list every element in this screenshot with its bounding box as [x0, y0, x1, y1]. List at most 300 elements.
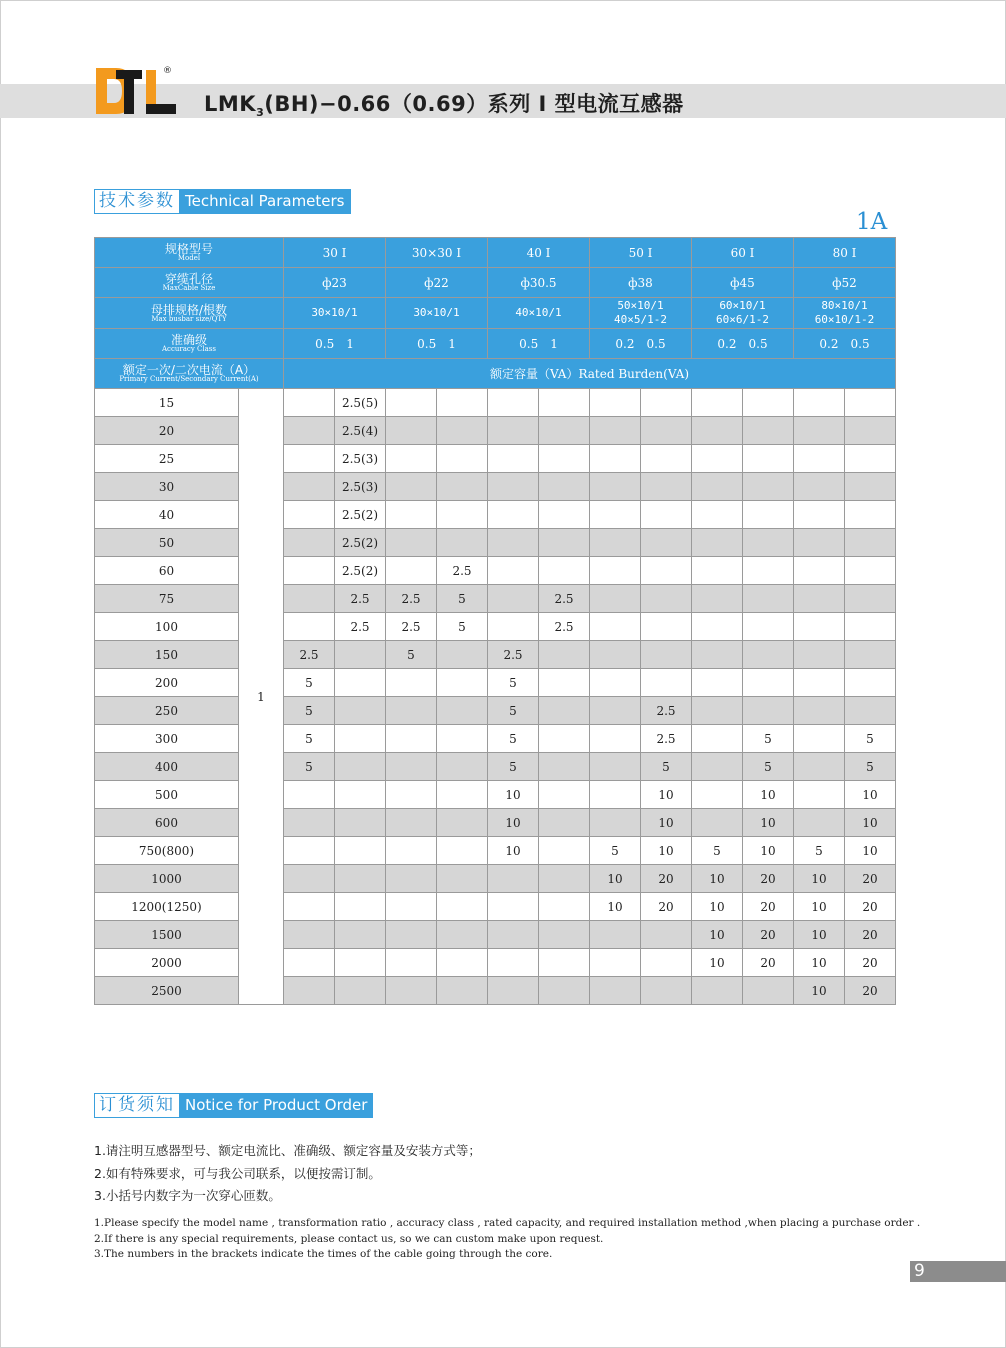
order-notice-heading-en: Notice for Product Order: [180, 1093, 373, 1118]
burden-cell: [845, 669, 896, 697]
table-row: [95, 893, 896, 921]
burden-cell: 5: [488, 697, 539, 725]
burden-cell: 10: [743, 837, 794, 865]
burden-cell: [692, 697, 743, 725]
burden-cell: 5: [845, 725, 896, 753]
burden-cell: 5: [386, 641, 437, 669]
table-row: [95, 809, 896, 837]
accuracy-cell: 0.5 1: [284, 329, 386, 359]
table-row: [95, 669, 896, 697]
burden-cell: [437, 529, 488, 557]
table-row: [95, 389, 896, 417]
burden-cell: [539, 557, 590, 585]
table-row: [95, 641, 896, 669]
burden-cell: [488, 585, 539, 613]
burden-cell: [437, 977, 488, 1005]
burden-cell: 10: [641, 781, 692, 809]
burden-cell: [335, 921, 386, 949]
burden-cell: [641, 977, 692, 1005]
burden-cell: 2.5: [437, 557, 488, 585]
table-row: [95, 445, 896, 473]
burden-cell: [437, 501, 488, 529]
order-notice-heading-cn: 订货须知: [94, 1093, 180, 1118]
burden-cell: [641, 557, 692, 585]
burden-cell: [488, 445, 539, 473]
burden-cell: [539, 781, 590, 809]
burden-cell: [845, 389, 896, 417]
burden-cell: 20: [845, 949, 896, 977]
primary-current-cell: 600: [95, 809, 239, 837]
table-row: [95, 417, 896, 445]
burden-cell: [386, 725, 437, 753]
burden-cell: 10: [794, 949, 845, 977]
burden-cell: [590, 613, 641, 641]
primary-current-cell: 750(800): [95, 837, 239, 865]
burden-cell: [437, 949, 488, 977]
burden-cell: [335, 949, 386, 977]
burden-cell: [845, 445, 896, 473]
burden-cell: [284, 529, 335, 557]
burden-cell: [335, 725, 386, 753]
burden-cell: 10: [794, 893, 845, 921]
burden-cell: [641, 445, 692, 473]
burden-cell: [386, 809, 437, 837]
burden-cell: [284, 865, 335, 893]
burden-cell: [590, 417, 641, 445]
burden-cell: [692, 529, 743, 557]
burden-cell: [488, 613, 539, 641]
burden-cell: 5: [284, 669, 335, 697]
burden-cell: [641, 417, 692, 445]
burden-cell: [590, 501, 641, 529]
burden-cell: [794, 585, 845, 613]
table-row: [95, 585, 896, 613]
primary-current-cell: 40: [95, 501, 239, 529]
accuracy-label: 准确级 Accuracy Class: [95, 329, 284, 359]
burden-cell: [284, 977, 335, 1005]
burden-cell: [386, 977, 437, 1005]
burden-cell: 5: [743, 753, 794, 781]
burden-cell: [284, 501, 335, 529]
burden-cell: [284, 613, 335, 641]
burden-cell: [641, 389, 692, 417]
burden-cell: [590, 809, 641, 837]
burden-cell: [335, 753, 386, 781]
primary-current-cell: 1500: [95, 921, 239, 949]
table-row: [95, 473, 896, 501]
burden-cell: 5: [692, 837, 743, 865]
burden-cell: [437, 865, 488, 893]
burden-cell: [692, 641, 743, 669]
burden-cell: [386, 949, 437, 977]
burden-cell: 5: [488, 725, 539, 753]
burden-cell: [437, 697, 488, 725]
burden-cell: [692, 389, 743, 417]
burden-cell: 20: [845, 893, 896, 921]
burden-cell: [743, 473, 794, 501]
page-title: $LMK_3(BH)-0.66(0.69)$系列 I 型电流互感器: [204, 92, 684, 120]
cable-cell: ф22: [386, 268, 488, 298]
model-row: [95, 238, 896, 268]
burden-cell: 5: [845, 753, 896, 781]
table-row: [95, 949, 896, 977]
burden-cell: [641, 669, 692, 697]
primary-current-cell: 500: [95, 781, 239, 809]
model-cell: 60 I: [692, 238, 794, 268]
burden-cell: [794, 417, 845, 445]
burden-cell: [335, 837, 386, 865]
burden-cell: [437, 445, 488, 473]
burden-cell: 10: [794, 921, 845, 949]
secondary-current-cell: 1: [239, 389, 284, 1005]
burden-cell: 5: [284, 753, 335, 781]
burden-cell: [794, 809, 845, 837]
burden-cell: [590, 949, 641, 977]
notice-cn-item: 2.如有特殊要求，可与我公司联系，以便按需订制。: [94, 1165, 381, 1181]
table-row: [95, 557, 896, 585]
burden-cell: [386, 445, 437, 473]
burden-cell: 10: [845, 809, 896, 837]
burden-cell: [692, 977, 743, 1005]
burden-cell: [284, 781, 335, 809]
burden-cell: [692, 557, 743, 585]
burden-cell: [488, 921, 539, 949]
burden-cell: 5: [437, 585, 488, 613]
burden-cell: [794, 781, 845, 809]
burden-cell: [743, 557, 794, 585]
burden-cell: 5: [284, 697, 335, 725]
burden-cell: [539, 473, 590, 501]
burden-cell: [794, 697, 845, 725]
burden-cell: [794, 613, 845, 641]
burden-cell: [335, 865, 386, 893]
burden-cell: 5: [488, 669, 539, 697]
burden-cell: 20: [641, 893, 692, 921]
burden-cell: [539, 977, 590, 1005]
burden-cell: [488, 949, 539, 977]
table-row: [95, 781, 896, 809]
burden-cell: [692, 585, 743, 613]
burden-cell: [743, 417, 794, 445]
primary-current-cell: 1200(1250): [95, 893, 239, 921]
burden-cell: [641, 921, 692, 949]
burden-cell: [437, 641, 488, 669]
notice-cn-item: 1.请注明互感器型号、额定电流比、准确级、额定容量及安装方式等；: [94, 1143, 481, 1158]
current-row: [95, 359, 896, 389]
burden-cell: 10: [692, 921, 743, 949]
page-number: 9: [914, 1261, 925, 1281]
burden-cell: 5: [590, 837, 641, 865]
burden-cell: 10: [641, 837, 692, 865]
burden-cell: [794, 501, 845, 529]
primary-current-cell: 20: [95, 417, 239, 445]
burden-cell: [794, 641, 845, 669]
table-row: [95, 837, 896, 865]
burden-cell: 5: [488, 753, 539, 781]
busbar-cell: 50×10/1 40×5/1-2: [590, 298, 692, 329]
burden-cell: [539, 893, 590, 921]
burden-cell: [539, 417, 590, 445]
burden-cell: [743, 977, 794, 1005]
burden-cell: [539, 865, 590, 893]
model-cell: 50 I: [590, 238, 692, 268]
table-row: [95, 697, 896, 725]
primary-current-cell: 250: [95, 697, 239, 725]
burden-cell: [284, 921, 335, 949]
burden-cell: 5: [794, 837, 845, 865]
accuracy-cell: 0.2 0.5: [692, 329, 794, 359]
burden-cell: [794, 529, 845, 557]
model-cell: 80 I: [794, 238, 896, 268]
burden-cell: [641, 473, 692, 501]
burden-cell: [590, 781, 641, 809]
burden-cell: 10: [743, 781, 794, 809]
burden-cell: [284, 809, 335, 837]
burden-cell: 2.5: [539, 585, 590, 613]
cable-label: 穿缆孔径 MaxCable Size: [95, 268, 284, 298]
burden-cell: [794, 473, 845, 501]
burden-cell: [743, 445, 794, 473]
burden-cell: [794, 669, 845, 697]
burden-cell: [845, 585, 896, 613]
burden-cell: [335, 781, 386, 809]
burden-cell: 10: [488, 837, 539, 865]
unit-label: 1A: [856, 209, 888, 235]
burden-cell: 10: [743, 809, 794, 837]
burden-cell: [539, 697, 590, 725]
burden-cell: [488, 893, 539, 921]
spec-table: [94, 237, 896, 1005]
primary-current-cell: 100: [95, 613, 239, 641]
burden-cell: [743, 585, 794, 613]
table-row: [95, 529, 896, 557]
burden-cell: [284, 445, 335, 473]
burden-cell: [692, 725, 743, 753]
burden-cell: [692, 501, 743, 529]
burden-cell: [539, 501, 590, 529]
burden-cell: [794, 389, 845, 417]
burden-cell: [743, 697, 794, 725]
burden-cell: 20: [743, 893, 794, 921]
burden-cell: [743, 529, 794, 557]
burden-cell: [335, 809, 386, 837]
burden-cell: 2.5(3): [335, 445, 386, 473]
burden-cell: [284, 473, 335, 501]
burden-cell: [386, 837, 437, 865]
burden-cell: [437, 725, 488, 753]
primary-current-cell: 50: [95, 529, 239, 557]
burden-cell: [386, 473, 437, 501]
burden-cell: [539, 641, 590, 669]
burden-cell: [488, 977, 539, 1005]
table-row: [95, 613, 896, 641]
model-cell: 40 I: [488, 238, 590, 268]
busbar-cell: 80×10/1 60×10/1-2: [794, 298, 896, 329]
primary-current-cell: 30: [95, 473, 239, 501]
tech-params-heading-en: Technical Parameters: [180, 189, 351, 214]
busbar-cell: 30×10/1: [284, 298, 386, 329]
burden-cell: 5: [437, 613, 488, 641]
burden-cell: 10: [641, 809, 692, 837]
burden-cell: [437, 753, 488, 781]
burden-cell: 2.5(5): [335, 389, 386, 417]
burden-cell: 5: [743, 725, 794, 753]
burden-cell: [590, 725, 641, 753]
burden-cell: [386, 753, 437, 781]
table-row: [95, 725, 896, 753]
burden-cell: [386, 501, 437, 529]
primary-current-cell: 60: [95, 557, 239, 585]
primary-current-cell: 150: [95, 641, 239, 669]
model-label: 规格型号 Model: [95, 238, 284, 268]
burden-cell: [590, 585, 641, 613]
burden-cell: [539, 809, 590, 837]
burden-cell: [437, 417, 488, 445]
burden-cell: [794, 557, 845, 585]
burden-cell: [743, 669, 794, 697]
notice-cn-list: [94, 1140, 481, 1208]
busbar-row: [95, 298, 896, 329]
burden-cell: [794, 753, 845, 781]
burden-cell: [386, 529, 437, 557]
burden-cell: [437, 669, 488, 697]
burden-cell: [692, 445, 743, 473]
burden-cell: [692, 613, 743, 641]
current-label: 额定一次/二次电流（A） Primary Current/Secondary Current(A): [95, 359, 284, 389]
burden-cell: [692, 753, 743, 781]
burden-cell: 10: [488, 781, 539, 809]
busbar-cell: 60×10/1 60×6/1-2: [692, 298, 794, 329]
burden-cell: [641, 641, 692, 669]
burden-cell: 2.5: [335, 585, 386, 613]
burden-cell: [743, 501, 794, 529]
burden-cell: [284, 837, 335, 865]
primary-current-cell: 1000: [95, 865, 239, 893]
burden-cell: 20: [845, 977, 896, 1005]
cable-cell: ф38: [590, 268, 692, 298]
burden-cell: [539, 389, 590, 417]
burden-cell: 2.5(4): [335, 417, 386, 445]
burden-cell: 20: [743, 921, 794, 949]
burden-cell: [845, 529, 896, 557]
burden-cell: [845, 697, 896, 725]
burden-cell: [590, 389, 641, 417]
burden-cell: 2.5(2): [335, 529, 386, 557]
burden-cell: [437, 389, 488, 417]
primary-current-cell: 200: [95, 669, 239, 697]
notice-cn-item: 3.小括号内数字为一次穿心匝数。: [94, 1188, 281, 1203]
burden-cell: [641, 585, 692, 613]
burden-cell: 2.5: [386, 613, 437, 641]
burden-cell: [692, 781, 743, 809]
burden-cell: [386, 389, 437, 417]
burden-cell: 10: [590, 893, 641, 921]
burden-cell: [284, 949, 335, 977]
burden-cell: 20: [743, 949, 794, 977]
burden-cell: [692, 669, 743, 697]
notice-en-item: 2.If there is any special requirements, please contact us, so we can custom make upon request.: [94, 1232, 604, 1245]
burden-cell: [590, 977, 641, 1005]
burden-cell: [335, 977, 386, 1005]
burden-cell: 10: [488, 809, 539, 837]
burden-cell: [692, 417, 743, 445]
burden-cell: 10: [692, 893, 743, 921]
burden-cell: [590, 669, 641, 697]
burden-cell: 2.5: [335, 613, 386, 641]
burden-cell: 10: [794, 977, 845, 1005]
burden-cell: [845, 417, 896, 445]
burden-cell: [437, 809, 488, 837]
burden-cell: [692, 473, 743, 501]
burden-cell: 2.5(2): [335, 557, 386, 585]
cable-cell: ф52: [794, 268, 896, 298]
burden-cell: [437, 781, 488, 809]
busbar-cell: 30×10/1: [386, 298, 488, 329]
accuracy-cell: 0.2 0.5: [590, 329, 692, 359]
burden-cell: [284, 893, 335, 921]
burden-cell: [284, 557, 335, 585]
burden-cell: 2.5(3): [335, 473, 386, 501]
burden-cell: [488, 501, 539, 529]
cable-row: [95, 268, 896, 298]
burden-cell: 2.5: [488, 641, 539, 669]
burden-cell: [386, 921, 437, 949]
burden-cell: [845, 501, 896, 529]
table-row: [95, 865, 896, 893]
burden-cell: [386, 669, 437, 697]
burden-cell: [539, 921, 590, 949]
burden-cell: [845, 641, 896, 669]
cable-cell: ф30.5: [488, 268, 590, 298]
burden-cell: [284, 389, 335, 417]
burden-cell: 20: [845, 921, 896, 949]
burden-cell: [590, 697, 641, 725]
burden-cell: [386, 697, 437, 725]
burden-cell: 10: [590, 865, 641, 893]
burden-cell: [590, 641, 641, 669]
burden-cell: [284, 585, 335, 613]
burden-cell: [437, 893, 488, 921]
burden-cell: [539, 753, 590, 781]
burden-cell: [335, 697, 386, 725]
burden-cell: 20: [743, 865, 794, 893]
primary-current-cell: 15: [95, 389, 239, 417]
burden-cell: 10: [692, 949, 743, 977]
burden-cell: [437, 921, 488, 949]
burden-cell: [539, 445, 590, 473]
burden-cell: [437, 473, 488, 501]
burden-cell: [488, 417, 539, 445]
primary-current-cell: 75: [95, 585, 239, 613]
burden-cell: [590, 557, 641, 585]
burden-cell: [743, 613, 794, 641]
burden-cell: 5: [284, 725, 335, 753]
burden-cell: 2.5: [284, 641, 335, 669]
burden-cell: [641, 501, 692, 529]
burden-cell: [539, 529, 590, 557]
burden-cell: [590, 921, 641, 949]
tech-params-heading: [94, 189, 351, 214]
burden-cell: [386, 865, 437, 893]
busbar-cell: 40×10/1: [488, 298, 590, 329]
primary-current-cell: 400: [95, 753, 239, 781]
notice-en-item: 3.The numbers in the brackets indicate the times of the cable going through the core.: [94, 1248, 553, 1261]
model-cell: 30×30 I: [386, 238, 488, 268]
busbar-label: 母排规格/根数 Max busbar size/QTY: [95, 298, 284, 329]
primary-current-cell: 2500: [95, 977, 239, 1005]
model-cell: 30 I: [284, 238, 386, 268]
burden-cell: [641, 529, 692, 557]
